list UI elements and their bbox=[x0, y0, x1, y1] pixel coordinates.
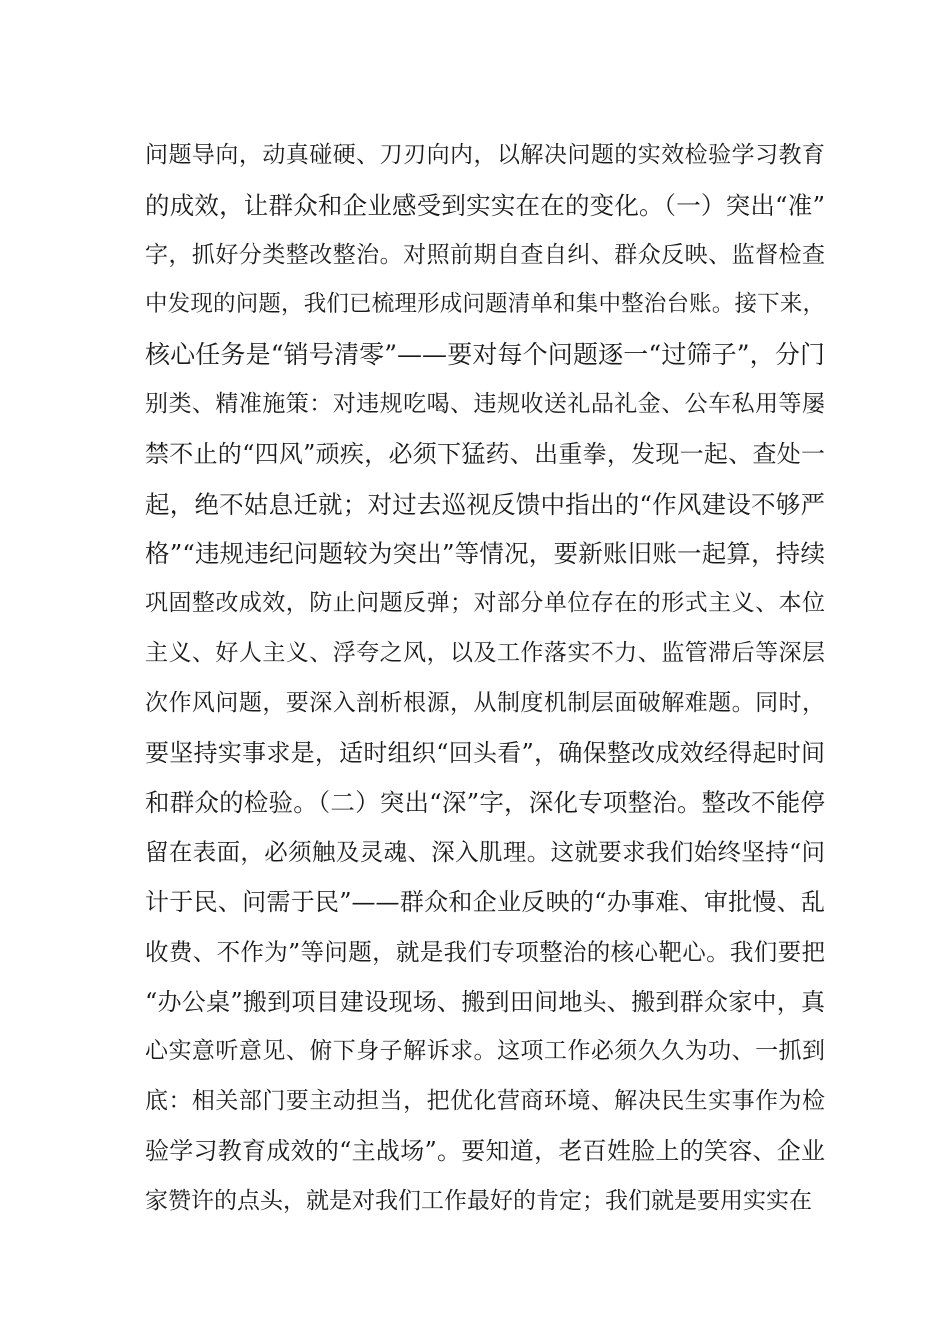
body-paragraph bbox=[145, 131, 825, 1227]
text-line: 心实意听意见、俯下身子解诉求。这项工作必须久久为功、一抓到 bbox=[145, 1038, 825, 1065]
text-line: 起，绝不姑息迁就；对过去巡视反馈中指出的“作风建设不够严 bbox=[145, 489, 825, 519]
text-line: 禁不止的“四风”顽疾，必须下猛药、出重拳，发现一起、查处一 bbox=[145, 439, 825, 468]
text-line: 计于民、问需于民”——群众和企业反映的“办事难、审批慢、乱 bbox=[145, 887, 825, 916]
text-line: 验学习教育成效的“主战场”。要知道，老百姓脸上的笑容、企业 bbox=[145, 1136, 825, 1165]
text-line: 格”“违规违纪问题较为突出”等情况，要新账旧账一起算，持续 bbox=[145, 539, 825, 569]
text-line: 中发现的问题，我们已梳理形成问题清单和集中整治台账。接下来， bbox=[145, 291, 825, 318]
text-line: 次作风问题，要深入剖析根源，从制度机制层面破解难题。同时， bbox=[145, 689, 825, 716]
text-line: 问题导向，动真碰硬、刀刃向内，以解决问题的实效检验学习教育 bbox=[145, 142, 825, 168]
text-line: 收费、不作为”等问题，就是我们专项整治的核心靶心。我们要把 bbox=[145, 937, 825, 966]
text-line: 和群众的检验。（二）突出“深”字，深化专项整治。整改不能停 bbox=[145, 788, 825, 818]
text-line: 核心任务是“销号清零”——要对每个问题逐一“过筛子”，分门 bbox=[145, 340, 825, 370]
text-line: 主义、好人主义、浮夸之风，以及工作落实不力、监管滞后等深层 bbox=[145, 639, 825, 666]
text-line: “办公桌”搬到项目建设现场、搬到田间地头、搬到群众家中，真 bbox=[145, 987, 825, 1016]
text-line: 留在表面，必须触及灵魂、深入肌理。这就要求我们始终坚持“问 bbox=[145, 838, 825, 867]
text-line: 字，抓好分类整改整治。对照前期自查自纠、群众反映、监督检查 bbox=[145, 241, 825, 268]
text-line: 要坚持实事求是，适时组织“回头看”，确保整改成效经得起时间 bbox=[145, 738, 825, 767]
text-line: 巩固整改成效，防止问题反弹；对部分单位存在的形式主义、本位 bbox=[145, 590, 825, 617]
text-line: 底：相关部门要主动担当，把优化营商环境、解决民生实事作为检 bbox=[145, 1088, 825, 1115]
text-line: 别类、精准施策：对违规吃喝、违规收送礼品礼金、公车私用等屡 bbox=[145, 390, 825, 417]
text-line: 家赞许的点头，就是对我们工作最好的肯定；我们就是要用实实在 bbox=[145, 1187, 812, 1214]
text-line: 的成效，让群众和企业感受到实实在在的变化。（一）突出“准” bbox=[145, 190, 825, 220]
